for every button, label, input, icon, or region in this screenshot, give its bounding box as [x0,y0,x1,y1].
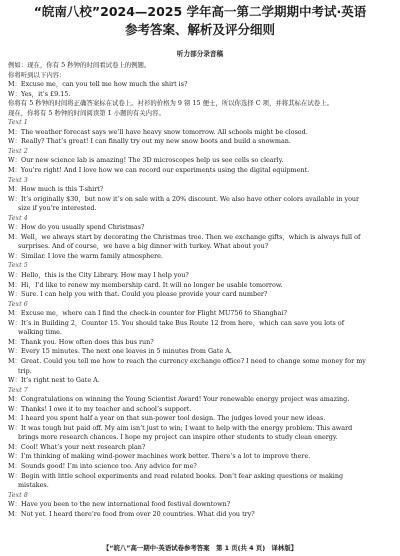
transcript-line: M：The weather forecast says we’ll have heavy snow tomorrow. All schools might be closed. [8,127,308,136]
transcript-line: 现在，你将有 5 秒钟的时间阅读第 1 小题的有关内容。 [8,108,165,117]
transcript-line: W：Every 15 minutes. The next one leaves in 5 minutes from Gate A. [8,347,232,356]
transcript-line: W：Our new science lab is amazing! The 3D microscopes help us see cells so clearly. [8,156,284,165]
transcript-line: W：It was tough but paid off. My aim isn’t just to win; I want to help with the energy problem. This award [8,423,353,432]
transcript-line: 例如：现在，你有 5 秒钟的时间看试卷上的例题。 [8,61,151,69]
transcript-line: W：It’s right next to Gate A. [8,376,100,385]
transcript-line: W：It’s originally $30，but now it’s on sale with a 20% discount. We also have other colors available in your [8,194,360,203]
transcript-line: M：You’re right! And I love how we can record our experiments using the digital equipment. [8,166,310,175]
transcript-line: M：Excuse me，can you tell me how much the shirt is? [8,80,188,89]
text-heading: Text 7 [8,385,28,394]
transcript-line: M：Well，we always start by decorating the Christmas tree. Then we exchange gifts，which is always full of [8,232,361,241]
page-footer: 【“皖八”高一期中·英语试卷参考答案 第 1 页(共 4 页) 译林版】 [102,544,298,552]
text-heading: Text 1 [8,118,28,127]
transcript-line: W：Thanks! I owe it to my teacher and school’s support. [8,404,192,413]
transcript-line: W：Sure. I can help you with that. Could you please provide your card number? [8,290,268,299]
text-heading: Text 3 [8,175,28,184]
text-heading: Text 2 [8,146,28,155]
transcript-line: 你将有 5 秒钟的时间将正确答案标在试卷上。衬衫的价格为 9 镑 15 便士，所以你选择 C 项，并将其标在试卷上。 [8,99,333,108]
transcript-line: brings more research chances. I hope my project can inspire other students to study clean energy. [18,433,338,442]
text-heading: Text 5 [8,261,28,270]
transcript-line: trip. [18,366,32,375]
transcript-line: W：Have you been to the new international food festival downtown? [8,500,231,509]
transcript-line: 你将听到以下内容： [8,70,66,79]
transcript-line: W：Yes，it’s £9.15. [8,89,71,98]
transcript-body [8,61,395,519]
transcript-line: M：I heard you spent half a year on that sun-power tool design. The judges loved your new ideas. [8,414,326,423]
transcript-line: W：How do you usually spend Christmas? [8,223,145,232]
text-heading: Text 4 [8,213,28,222]
transcript-line: M：Great. Could you tell me how to reach the currency exchange office? I need to change some money for my [8,356,366,365]
document-title: “皖南八校”2024—2025 学年高一第二学期期中考试·英语 [33,4,367,19]
transcript-line: W：Begin with little school experiments and read related books. Don’t fear asking questions or making [8,471,344,480]
transcript-line: M：Cool! What’s your next research plan? [8,442,146,451]
section-heading: 听力部分录音稿 [176,50,224,58]
transcript-line: W：It’s in Building 2，Counter 15. You should take Bus Route 12 from here，which can save you lots of [8,318,345,327]
transcript-line: M：Sounds good! I’m into science too. Any advice for me? [8,461,197,470]
document-subtitle: 参考答案、解析及评分细则 [124,22,275,37]
transcript-line: W：Similar. I love the warm family atmosphere. [8,251,163,260]
text-heading: Text 8 [8,490,28,499]
text-heading: Text 6 [8,299,28,308]
transcript-line: M：Not yet. I heard there’re food from over 20 countries. What did you try? [8,509,255,518]
transcript-line: walking time. [18,328,62,337]
transcript-line: W：I’m thinking of making wind-power machines work better. There’s a lot to improve there. [8,452,311,461]
transcript-line: M：Excuse me，where can I find the check-in counter for Flight MU756 to Shanghai? [8,309,287,318]
transcript-line: size if you’re interested. [18,204,97,213]
transcript-line: M：Thank you. How often does this bus run? [8,337,154,346]
transcript-line: M：Hi，I’d like to renew my membership card. It will no longer be usable tomorrow. [8,280,283,289]
transcript-line: mistakes. [18,481,49,490]
transcript-line: W：Really? That’s great! I can finally try out my new snow boots and build a snowman. [8,137,291,146]
transcript-line: W：Hello，this is the City Library. How may I help you? [8,271,189,280]
transcript-line: M：How much is this T-shirt? [8,185,104,194]
transcript-line: surprises. And of course，we have a big dinner with turkey. What about you? [18,242,269,251]
transcript-line: M：Congratulations on winning the Young Scientist Award! Your renewable energy project was amazing. [8,395,350,404]
